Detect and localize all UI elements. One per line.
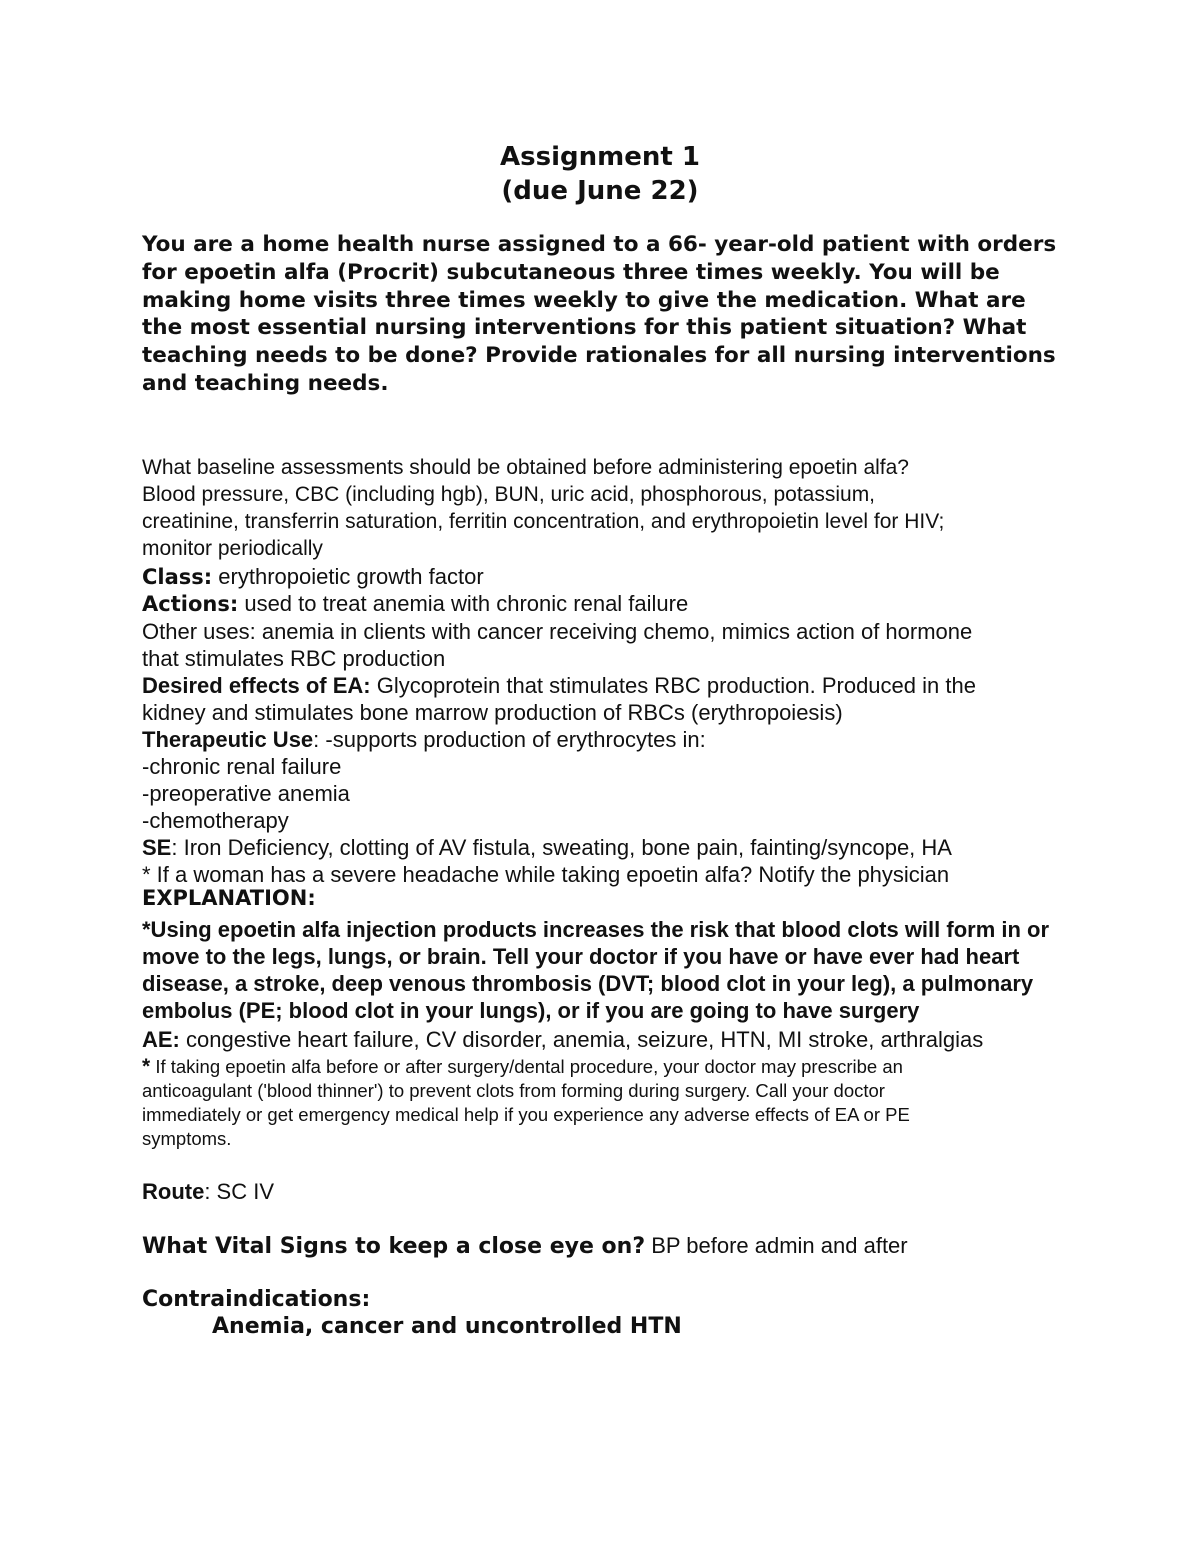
actions-text: used to treat anemia with chronic renal failure	[238, 591, 689, 616]
surgery-note-row	[142, 1055, 903, 1079]
adverse-effects-row	[142, 1026, 983, 1053]
actions-row	[142, 590, 688, 618]
vital-signs-label: What Vital Signs to keep a close eye on?	[142, 1234, 646, 1259]
therapeutic-use-item: -chronic renal failure	[142, 754, 342, 779]
intro-line: making home visits three times weekly to give the medication. What are	[142, 287, 1026, 313]
therapeutic-use-item: -preoperative anemia	[142, 781, 350, 806]
surgery-note-text: If taking epoetin alfa before or after surgery/dental procedure, your doctor may prescribe an	[150, 1056, 903, 1077]
intro-line: teaching needs to be done? Provide rationales for all nursing interventions	[142, 343, 1056, 369]
explanation-line: *Using epoetin alfa injection products increases the risk that blood clots will form in or	[142, 917, 1050, 942]
explanation-line: disease, a stroke, deep venous thrombosis (DVT; blood clot in your leg), a pulmonary	[142, 971, 1034, 996]
contraindications-heading: Contraindications:	[142, 1287, 371, 1312]
route-row	[142, 1178, 274, 1205]
surgery-note-line: symptoms.	[142, 1128, 232, 1149]
therapeutic-use-colon: :	[313, 727, 320, 752]
therapeutic-use-label: Therapeutic Use	[142, 727, 314, 752]
route-label: Route	[142, 1179, 205, 1204]
class-label: Class:	[142, 565, 213, 589]
desired-effects-label: Desired effects of EA:	[142, 673, 371, 698]
side-effects-text: : Iron Deficiency, clotting of AV fistula, sweating, bone pain, fainting/syncope, HA	[171, 835, 952, 860]
actions-label: Actions:	[142, 592, 239, 616]
therapeutic-use-row	[142, 726, 706, 753]
route-text: : SC IV	[204, 1179, 275, 1204]
baseline-line: Blood pressure, CBC (including hgb), BUN, uric acid, phosphorous, potassium,	[142, 483, 876, 506]
intro-line: the most essential nursing interventions for this patient situation? What	[142, 315, 1027, 341]
explanation-line: embolus (PE; blood clot in your lungs), or if you are going to have surgery	[142, 998, 920, 1023]
intro-line: and teaching needs.	[142, 370, 389, 396]
baseline-line: creatinine, transferrin saturation, ferritin concentration, and erythropoietin level for HIV;	[142, 510, 945, 533]
other-uses-line: Other uses: anemia in clients with cancer receiving chemo, mimics action of hormone	[142, 619, 973, 644]
contraindications-text: Anemia, cancer and uncontrolled HTN	[212, 1314, 682, 1339]
side-effects-label: SE	[142, 835, 172, 860]
intro-line: for epoetin alfa (Procrit) subcutaneous three times weekly. You will be	[142, 259, 1000, 285]
adverse-effects-label: AE:	[142, 1027, 180, 1052]
class-row	[142, 563, 484, 591]
side-effects-row	[142, 834, 952, 861]
other-uses-line: that stimulates RBC production	[142, 646, 446, 671]
baseline-question: What baseline assessments should be obtained before administering epoetin alfa?	[142, 456, 909, 479]
surgery-note-star: *	[142, 1055, 151, 1078]
adverse-effects-text: congestive heart failure, CV disorder, anemia, seizure, HTN, MI stroke, arthralgias	[179, 1027, 984, 1052]
vital-signs-row	[142, 1232, 908, 1260]
explanation-line: move to the legs, lungs, or brain. Tell your doctor if you have or have ever had heart	[142, 944, 1020, 969]
intro-line: You are a home health nurse assigned to a 66- year-old patient with orders	[142, 232, 1057, 257]
assignment-title: Assignment 1	[500, 142, 700, 172]
desired-effects-text: Glycoprotein that stimulates RBC production. Produced in the	[370, 673, 976, 698]
vital-signs-text: BP before admin and after	[645, 1233, 908, 1258]
baseline-line: monitor periodically	[142, 537, 323, 560]
surgery-note-line: immediately or get emergency medical help if you experience any adverse effects of EA or PE	[142, 1104, 910, 1125]
therapeutic-use-text: -supports production of erythrocytes in:	[319, 727, 706, 752]
intro-paragraph	[142, 231, 1082, 398]
desired-effects-row	[142, 672, 976, 699]
class-text: erythropoietic growth factor	[212, 564, 484, 589]
due-date: (due June 22)	[501, 176, 699, 206]
explanation-heading: EXPLANATION:	[142, 886, 316, 910]
desired-effects-line: kidney and stimulates bone marrow production of RBCs (erythropoiesis)	[142, 700, 843, 725]
therapeutic-use-item: -chemotherapy	[142, 808, 289, 833]
surgery-note-line: anticoagulant ('blood thinner') to prevent clots from forming during surgery. Call your doctor	[142, 1080, 885, 1101]
headache-note: * If a woman has a severe headache while taking epoetin alfa? Notify the physician	[142, 862, 950, 887]
